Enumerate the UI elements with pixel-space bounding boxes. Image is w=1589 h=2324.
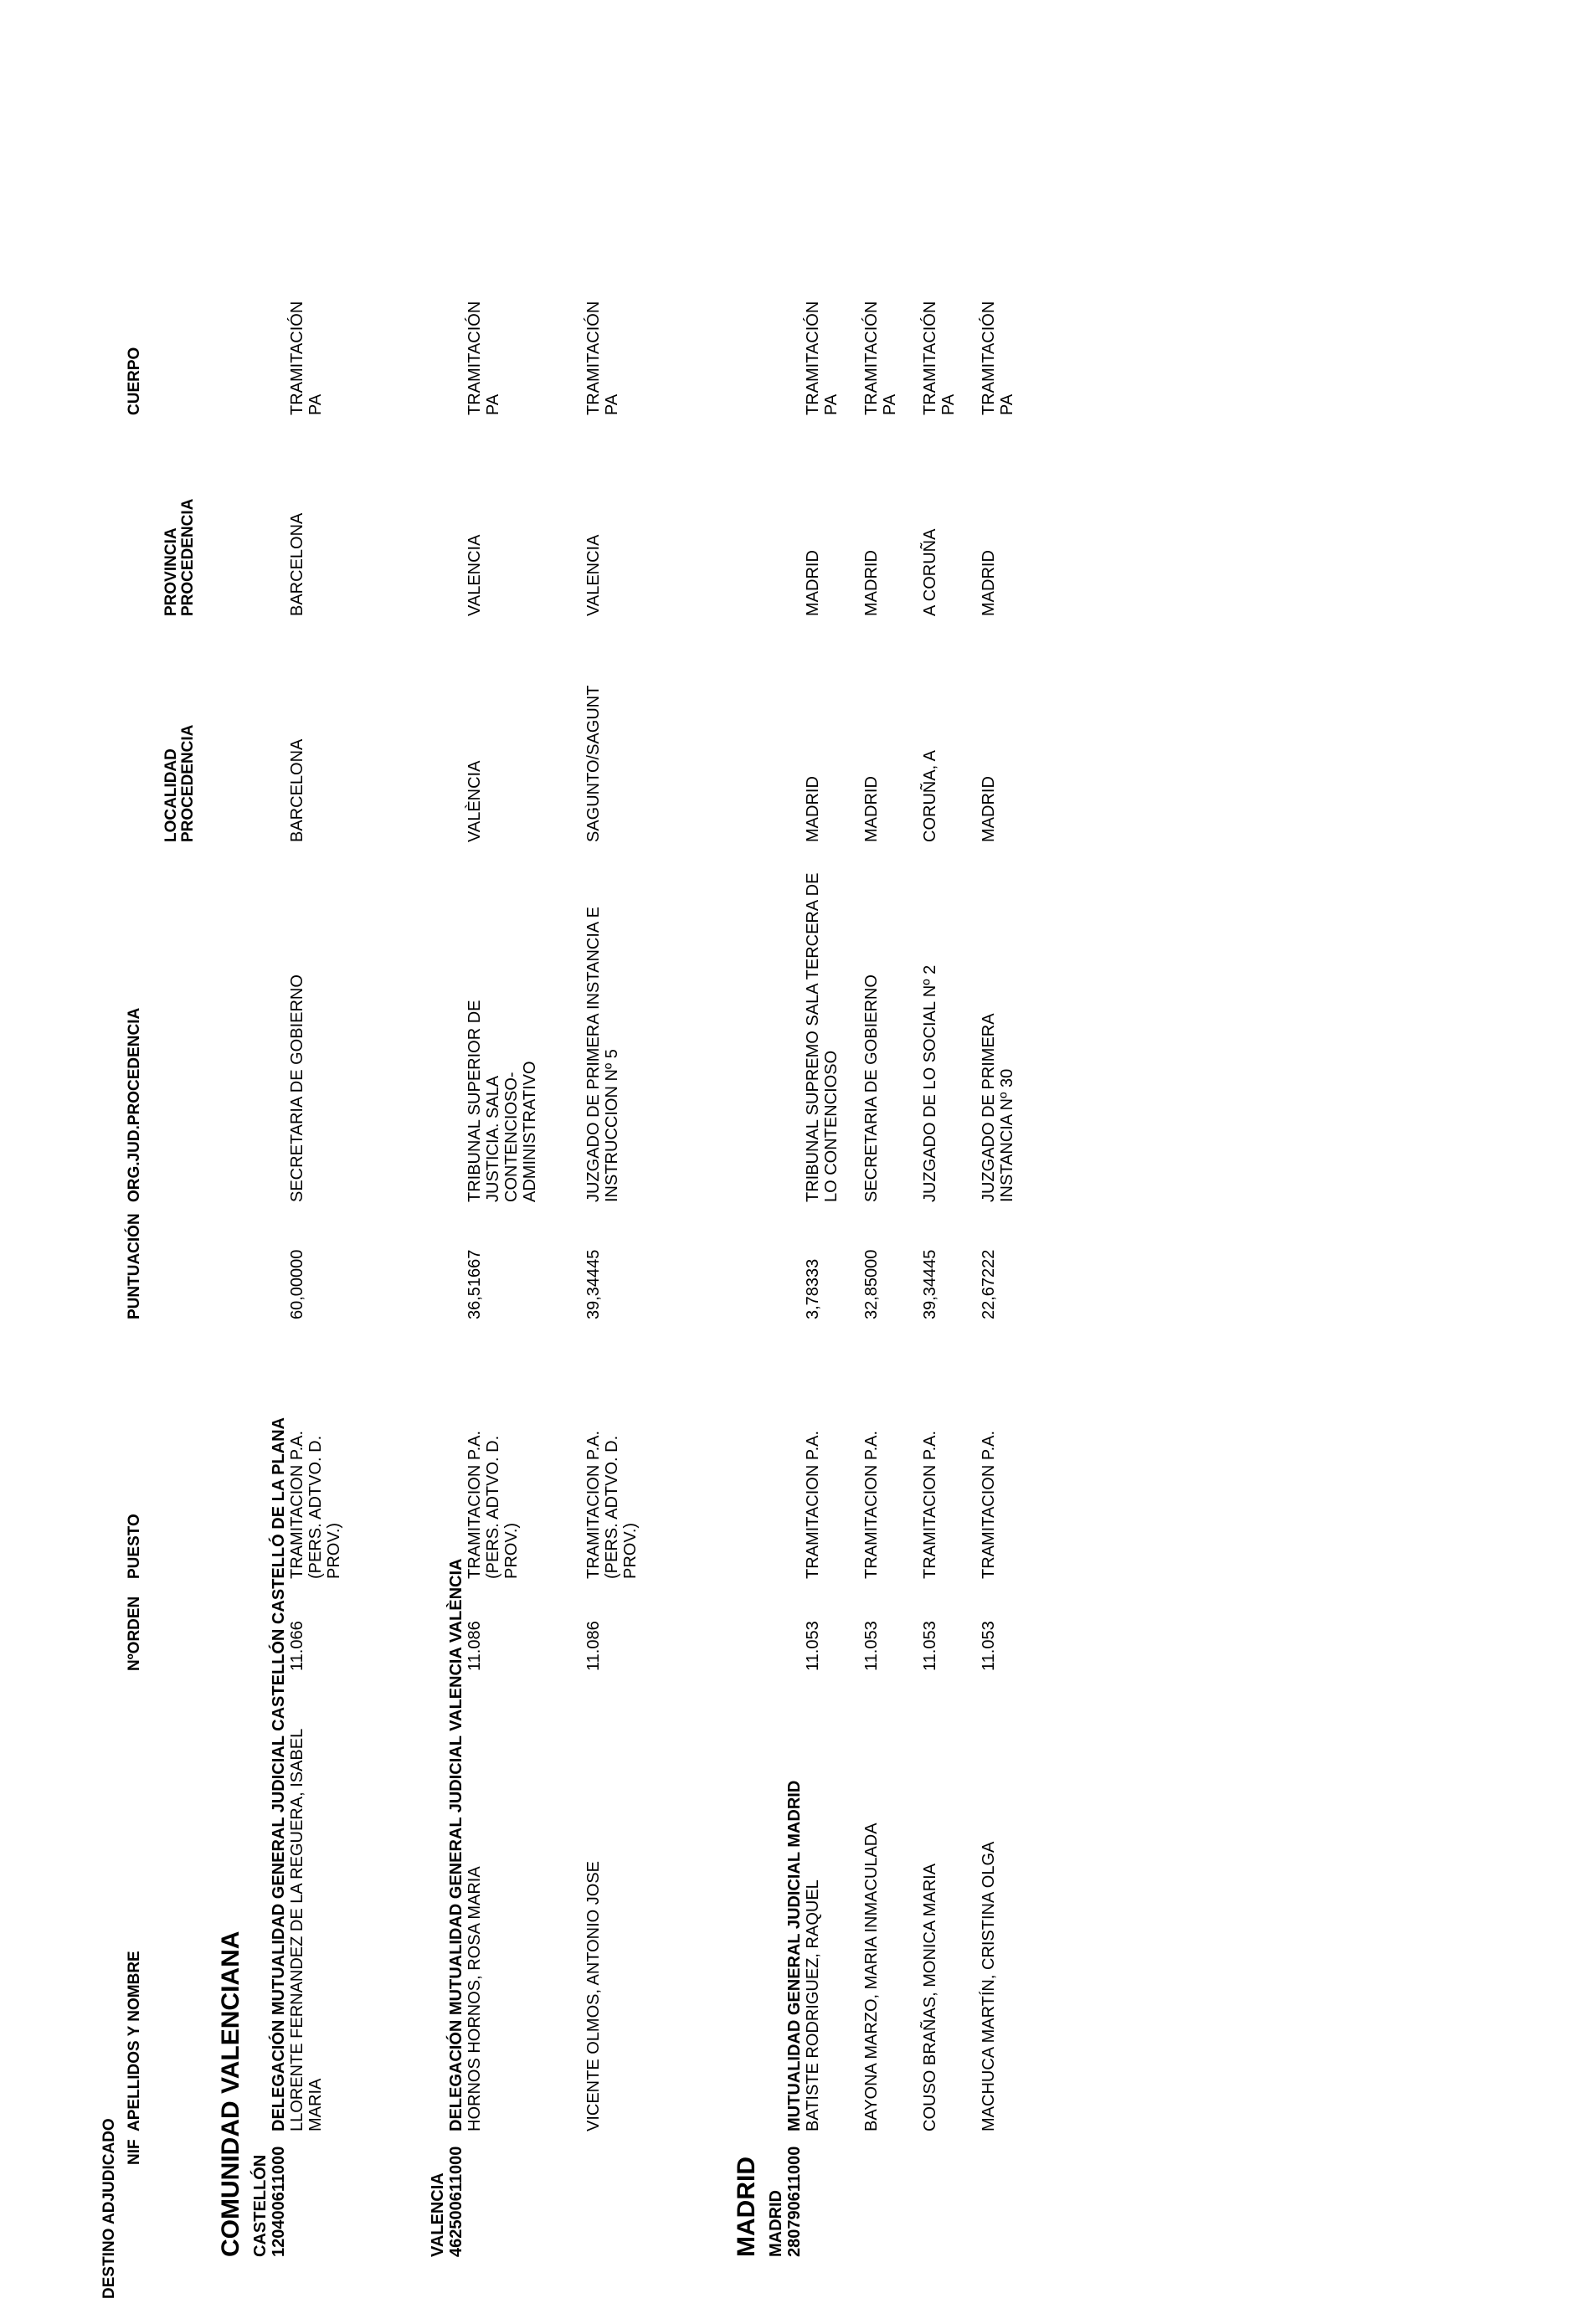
cell-orden: 11.066: [288, 1621, 306, 1671]
cell-provincia: VALENCIA: [584, 534, 603, 616]
cell-orden: 11.086: [584, 1621, 603, 1671]
region-heading: COMUNIDAD VALENCIANA: [217, 1931, 244, 2257]
cell-provincia: MADRID: [804, 550, 822, 616]
cell-cuerpo: TRAMITACIÓN PA: [980, 301, 1016, 415]
cell-name: BATISTE RODRIGUEZ, RAQUEL: [804, 1879, 822, 2131]
cell-org: TRIBUNAL SUPERIOR DE JUSTICIA. SALA CONTENCIOSO-ADMINISTRATIVO: [465, 1000, 539, 1202]
header-puesto: PUESTO: [126, 1514, 143, 1579]
header-provincia-2: PROCEDENCIA: [179, 498, 197, 616]
destination-title: MUTUALIDAD GENERAL JUDICIAL MADRID: [785, 1780, 804, 2131]
cell-orden: 11.053: [980, 1621, 998, 1671]
cell-provincia: MADRID: [862, 550, 881, 616]
destination-code: 462500611000: [447, 2146, 465, 2257]
cell-puntuacion: 39,34445: [921, 1249, 939, 1319]
cell-puesto: TRAMITACION P.A.: [921, 1430, 939, 1579]
cell-puesto: TRAMITACION P.A.: [980, 1430, 998, 1579]
cell-puntuacion: 39,34445: [584, 1249, 603, 1319]
header-destino: DESTINO ADJUDICADO: [100, 2118, 118, 2299]
cell-puesto: TRAMITACION P.A. (PERS. ADTVO. D. PROV.): [465, 1430, 521, 1579]
cell-puntuacion: 3,78333: [804, 1258, 822, 1319]
header-nif: NIF: [126, 2139, 143, 2165]
destination-title: DELEGACIÓN MUTUALIDAD GENERAL JUDICIAL CASTELLÓN CASTELLÓ DE LA PLANA: [270, 1417, 288, 2131]
cell-orden: 11.053: [921, 1621, 939, 1671]
cell-name: LLORENTE FERNANDEZ DE LA REGUERA, ISABEL MARIA: [288, 1729, 325, 2131]
header-puntuacion: PUNTUACIÓN: [126, 1213, 143, 1319]
cell-provincia: MADRID: [980, 550, 998, 616]
cell-orden: 11.086: [465, 1621, 484, 1671]
cell-cuerpo: TRAMITACIÓN PA: [584, 301, 621, 415]
destination-code: 280790611000: [785, 2146, 804, 2257]
destination-code: 120400611000: [270, 2146, 288, 2257]
cell-cuerpo: TRAMITACIÓN PA: [465, 301, 502, 415]
cell-localidad: SAGUNTO/SAGUNT: [584, 685, 603, 842]
cell-puntuacion: 36,51667: [465, 1249, 484, 1319]
province-heading: CASTELLÓN: [251, 2154, 270, 2257]
destination-title: DELEGACIÓN MUTUALIDAD GENERAL JUDICIAL VALENCIA VALÈNCIA: [447, 1558, 465, 2131]
cell-puntuacion: 60,00000: [288, 1249, 306, 1319]
region-heading: MADRID: [733, 2157, 760, 2257]
province-heading: VALENCIA: [429, 2172, 447, 2257]
cell-cuerpo: TRAMITACIÓN PA: [862, 301, 899, 415]
header-norden: NºORDEN: [126, 1596, 143, 1671]
cell-name: VICENTE OLMOS, ANTONIO JOSE: [584, 1860, 603, 2131]
header-provincia-1: PROVINCIA: [162, 527, 180, 616]
cell-localidad: VALÈNCIA: [465, 760, 484, 842]
cell-name: BAYONA MARZO, MARIA INMACULADA: [862, 1823, 881, 2131]
cell-orden: 11.053: [804, 1621, 822, 1671]
header-apellidos: APELLIDOS Y NOMBRE: [126, 1951, 143, 2131]
cell-name: MACHUCA MARTÍN, CRISTINA OLGA: [980, 1841, 998, 2131]
cell-puesto: TRAMITACION P.A. (PERS. ADTVO. D. PROV.): [584, 1430, 640, 1579]
cell-puesto: TRAMITACION P.A.: [862, 1430, 881, 1579]
cell-orden: 11.053: [862, 1621, 881, 1671]
header-localidad-2: PROCEDENCIA: [179, 724, 197, 842]
cell-provincia: A CORUÑA: [921, 528, 939, 616]
cell-org: SECRETARIA DE GOBIERNO: [288, 974, 306, 1202]
cell-puesto: TRAMITACION P.A. (PERS. ADTVO. D. PROV.): [288, 1430, 343, 1579]
cell-name: COUSO BRAÑAS, MONICA MARIA: [921, 1863, 939, 2131]
cell-puesto: TRAMITACION P.A.: [804, 1430, 822, 1579]
cell-org: JUZGADO DE LO SOCIAL Nº 2: [921, 964, 939, 1202]
header-org: ORG.JUD.PROCEDENCIA: [126, 1007, 143, 1202]
cell-localidad: MADRID: [980, 776, 998, 842]
cell-localidad: CORUÑA, A: [921, 749, 939, 842]
header-cuerpo: CUERPO: [126, 347, 143, 415]
cell-org: TRIBUNAL SUPREMO SALA TERCERA DE LO CONTENCIOSO: [804, 872, 841, 1202]
cell-localidad: MADRID: [862, 776, 881, 842]
cell-cuerpo: TRAMITACIÓN PA: [804, 301, 841, 415]
cell-org: JUZGADO DE PRIMERA INSTANCIA E INSTRUCCION Nº 5: [584, 906, 621, 1202]
cell-org: JUZGADO DE PRIMERA INSTANCIA Nº 30: [980, 1014, 1016, 1202]
cell-puntuacion: 22,67222: [980, 1249, 998, 1319]
cell-localidad: BARCELONA: [288, 738, 306, 842]
cell-provincia: VALENCIA: [465, 534, 484, 616]
cell-localidad: MADRID: [804, 776, 822, 842]
cell-org: SECRETARIA DE GOBIERNO: [862, 974, 881, 1202]
cell-provincia: BARCELONA: [288, 512, 306, 616]
cell-puntuacion: 32,85000: [862, 1249, 881, 1319]
cell-cuerpo: TRAMITACIÓN PA: [921, 301, 958, 415]
cell-name: HORNOS HORNOS, ROSA MARIA: [465, 1866, 484, 2131]
header-localidad-1: LOCALIDAD: [162, 748, 180, 842]
province-heading: MADRID: [767, 2190, 785, 2257]
cell-cuerpo: TRAMITACIÓN PA: [288, 301, 325, 415]
